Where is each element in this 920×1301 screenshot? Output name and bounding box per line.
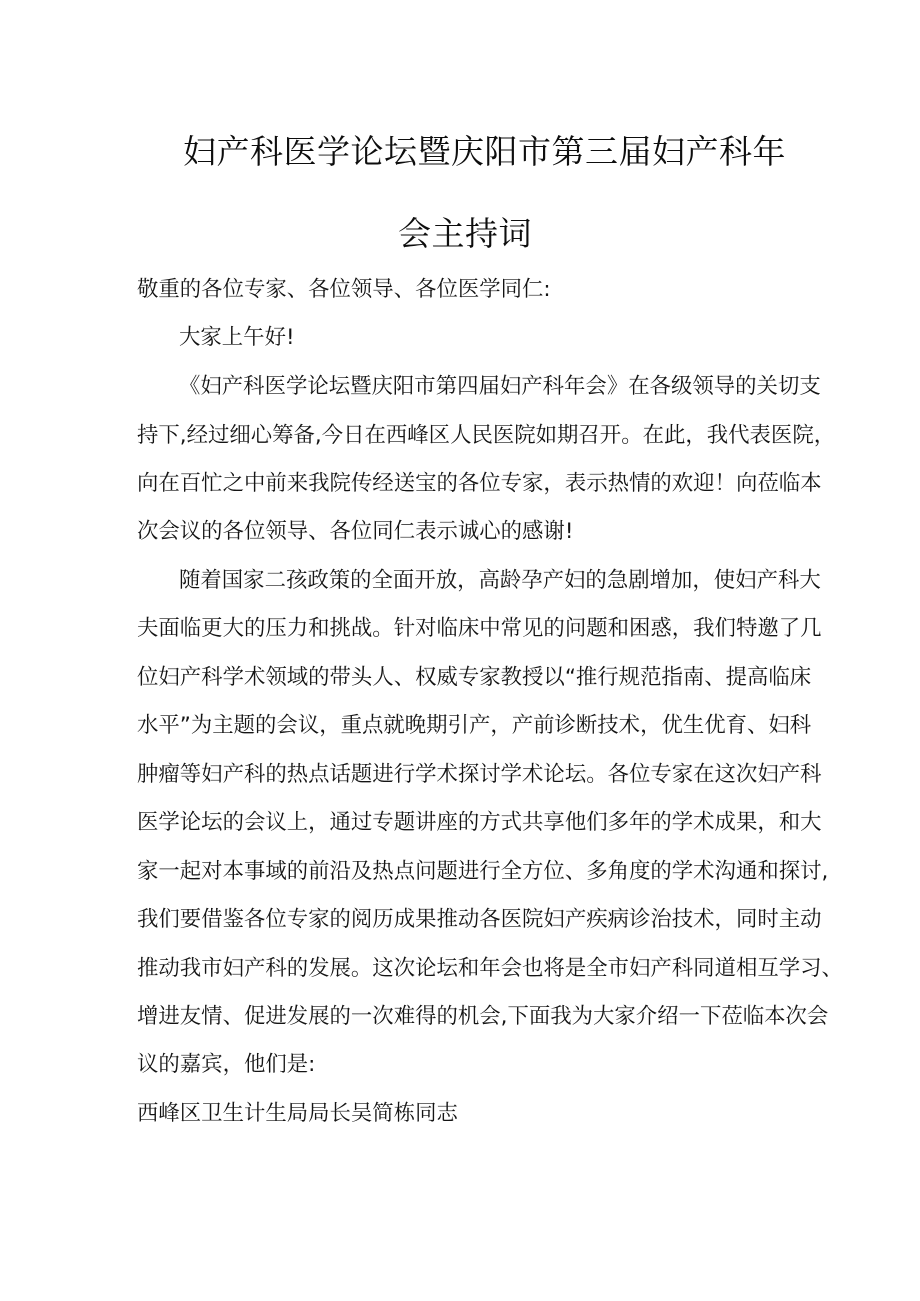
paragraph-2-line: 位妇产科学术领域的带头人、权威专家教授以“推行规范指南、提高临床: [137, 665, 812, 690]
paragraph-2-line: 肿瘤等妇产科的热点话题进行学术探讨学术论坛。各位专家在这次妇产科: [137, 762, 822, 787]
paragraph-2-line: 我们要借鉴各位专家的阅历成果推动各医院妇产疾病诊治技术，同时主动: [137, 907, 822, 932]
paragraph-2-line: 医学论坛的会议上，通过专题讲座的方式共享他们多年的学术成果，和大: [137, 810, 822, 835]
paragraph-2-line: 家一起对本事域的前沿及热点问题进行全方位、多角度的学术沟通和探讨,: [137, 859, 829, 884]
paragraph-2-line: 推动我市妇产科的发展。这次论坛和年会也将是全市妇产科同道相互学习、: [137, 956, 843, 981]
guest-line: 西峰区卫生计生局局长吴简栋同志: [137, 1101, 458, 1126]
document-title-line-2: 会主持词: [398, 214, 532, 253]
paragraph-1-line: 向在百忙之中前来我院传经送宝的各位专家，表示热情的欢迎！向莅临本: [137, 471, 822, 496]
salutation: 敬重的各位专家、各位领导、各位医学同仁:: [137, 277, 551, 302]
paragraph-2-line: 水平”为主题的会议，重点就晚期引产，产前诊断技术，优生优育、妇科: [137, 713, 812, 738]
paragraph-2-line: 议的嘉宾，他们是:: [137, 1052, 316, 1077]
paragraph-1-line: 持下,经过细心筹备,今日在西峰区人民医院如期召开。在此，我代表医院，: [137, 423, 836, 448]
paragraph-2-line: 夫面临更大的压力和挑战。针对临床中常见的问题和困惑，我们特邀了几: [137, 616, 822, 641]
paragraph-1-line: 《妇产科医学论坛暨庆阳市第四届妇产科年会》在各级领导的关切支: [179, 374, 821, 399]
paragraph-1-line: 次会议的各位领导、各位同仁表示诚心的感谢!: [137, 519, 574, 544]
paragraph-2-line: 随着国家二孩政策的全面开放，高龄孕产妇的急剧增加，使妇产科大: [179, 568, 821, 593]
greeting: 大家上午好!: [179, 325, 295, 350]
paragraph-2-line: 增进友情、促进发展的一次难得的机会,下面我为大家介绍一下莅临本次会: [137, 1004, 829, 1029]
document-title-line-1: 妇产科医学论坛暨庆阳市第三届妇产科年: [183, 132, 786, 171]
